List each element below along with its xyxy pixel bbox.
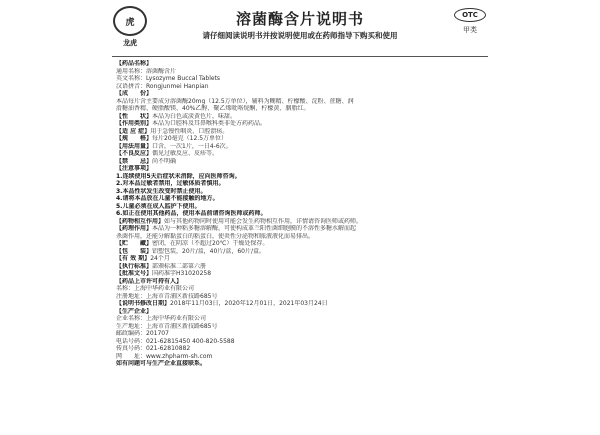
leaflet-line [116,330,484,338]
section-text: 用于急慢性咽炎、口腔溃疡。 [150,127,229,135]
leaflet-line [116,195,484,203]
section-label: 【批准文号】 [116,270,153,277]
section-text: 5.儿童必须在成人监护下使用。 [116,202,201,210]
leaflet-line [116,188,484,196]
section-text: 汉语拼音：Rongjunmei Hanpian [116,82,209,90]
leaflet-line [116,255,484,263]
section-text: 本品为口腔科及耳鼻喉科类非处方药药品。 [152,120,267,127]
section-text: 每片20毫克（12.5万单位） [152,135,228,142]
section-text: 铝塑包装，20片/盒，40片/盒，60片/盒。 [152,247,265,255]
section-text: 生产地址：上海市青浦区新技路685号 [116,322,218,330]
leaflet-line [116,68,484,76]
section-label: 【规 格】 [116,135,153,142]
leaflet-line [116,345,484,353]
section-text: 英文名称：Lysozyme Buccal Tablets [116,75,221,82]
section-label: 【生产企业】 [116,307,153,315]
section-label: 【说明书修改日期】 [116,300,171,307]
section-text: 通用名称：溶菌酶含片 [116,67,177,75]
section-label: 【成 份】 [116,90,153,97]
otc-mark [450,8,490,35]
section-label: 【药品名称】 [116,60,153,67]
brand-name: 龙虎 [123,39,137,47]
leaflet-line [116,90,484,98]
section-text: 邮政编码：201707 [116,330,169,337]
leaflet-line [116,308,484,316]
header-divider [112,56,488,57]
section-label: 【注意事项】 [116,165,153,172]
leaflet-line [116,165,484,173]
leaflet-line [116,158,484,166]
leaflet-header [108,4,492,56]
page-subtitle: 请仔细阅读说明书并按说明使用或在药师指导下购买和使用 [202,31,398,40]
leaflet-line [116,135,484,143]
leaflet-line [116,285,484,293]
section-text: 2018年11月03日，2020年12月01日，2021年03月24日 [170,300,328,307]
leaflet-line [116,60,484,68]
leaflet-line [116,128,484,136]
section-label: 【药品上市许可持有人】 [116,277,183,285]
section-text: 3.本品性状发生改变时禁止使用。 [116,187,207,195]
section-label: 【有 效 期】 [116,255,151,262]
leaflet-body [108,60,492,368]
section-text: 本品每片含主要成分溶菌酶20mg（12.5万单位），辅料为糊精、柠檬酸、淀粉、蔗糖、润 [116,97,354,105]
section-text: 本品为一种粘多糖溶解酶，可使构成革兰阳性菌细胞膜的不溶性多糖水解而起 [152,225,357,232]
section-text: 如与其他药物同时使用可能会发生药物相互作用，详情请咨询医师或药师。 [164,217,363,225]
leaflet-line [116,293,484,301]
leaflet-line [116,173,484,181]
leaflet-line [116,300,484,308]
section-text: 24个月 [150,255,170,262]
leaflet-line [116,263,484,271]
section-label: 【作用类别】 [116,120,153,127]
section-text: 企业名称：上海中华药业有限公司 [116,315,207,322]
leaflet-line [116,240,484,248]
section-text: 部颁标准二部第六册 [152,262,207,270]
section-label: 【不良反应】 [116,150,153,157]
drug-leaflet [108,4,492,432]
leaflet-line [116,315,484,323]
leaflet-line [116,225,484,233]
section-label: 【药理作用】 [116,225,153,232]
section-label: 【用法用量】 [116,142,153,150]
leaflet-line [116,218,484,226]
section-text: 口含，一次1片，一日4-6次。 [152,142,232,150]
leaflet-line [116,233,484,241]
otc-badge: OTC [454,8,486,22]
section-label: 【性 状】 [116,112,153,120]
section-text: 2.对本品过敏者禁用，过敏体质者慎用。 [116,180,225,187]
leaflet-line [116,278,484,286]
leaflet-line [116,323,484,331]
section-text: 尚不明确 [152,157,177,165]
section-text: 传真号码：021-62810882 [116,345,191,352]
section-text: 电话号码：021-62815450 400-820-5588 [116,337,235,345]
section-text: 1.连续使用5天后症状未消除，应向医师咨询。 [116,172,241,180]
leaflet-line [116,105,484,113]
brand-logo [110,6,150,48]
leaflet-line [116,360,484,368]
section-text: 网 址：www.zhpharm-sh.com [116,352,213,360]
otc-category: 甲类 [463,26,477,34]
leaflet-line [116,75,484,83]
section-text: 国药准字H31020258 [152,270,212,277]
leaflet-line [116,203,484,211]
leaflet-line [116,120,484,128]
tiger-logo-icon: 虎 [113,6,147,36]
leaflet-line [116,83,484,91]
section-text: 密闭，在阴凉（不超过20℃）干燥处保存。 [152,240,269,247]
section-text: 如有问题可与生产企业直接联系。 [116,360,207,367]
section-text: 杀菌作用，还能分解黏蛋白的粘蛋白，使炎性分泌物和脓液液化而易排出。 [116,232,315,240]
leaflet-line [116,210,484,218]
section-label: 【执行标准】 [116,262,153,270]
section-label: 【贮 藏】 [116,240,153,247]
leaflet-line [116,150,484,158]
section-label: 【包 装】 [116,247,153,255]
section-label: 【适 应 症】 [116,127,151,135]
section-text: 4.请将本品放在儿童不能接触的地方。 [116,195,219,202]
section-label: 【禁 忌】 [116,157,153,165]
leaflet-line [116,98,484,106]
section-text: 本品为白色或淡黄色片，味甜。 [152,112,237,120]
section-text: 偶见过敏反应、皮疹等。 [152,150,219,157]
leaflet-line [116,338,484,346]
leaflet-line [116,143,484,151]
leaflet-line [116,180,484,188]
section-text: 6.如正在使用其他药品，使用本品前请咨询医师或药师。 [116,210,267,217]
leaflet-line [116,270,484,278]
section-label: 【药物相互作用】 [116,217,165,225]
page-title: 溶菌酶含片说明书 [235,10,364,28]
section-text: 注册地址：上海市青浦区新技路685号 [116,292,218,300]
section-text: 滑糖油香精、硬脂酸镁、40%乙醇、聚乙烯吡咯烷酮、柠檬黄、胭脂红。 [116,105,310,112]
leaflet-line [116,353,484,361]
section-text: 名称：上海中华药业有限公司 [116,285,195,292]
leaflet-line [116,113,484,121]
leaflet-line [116,248,484,256]
